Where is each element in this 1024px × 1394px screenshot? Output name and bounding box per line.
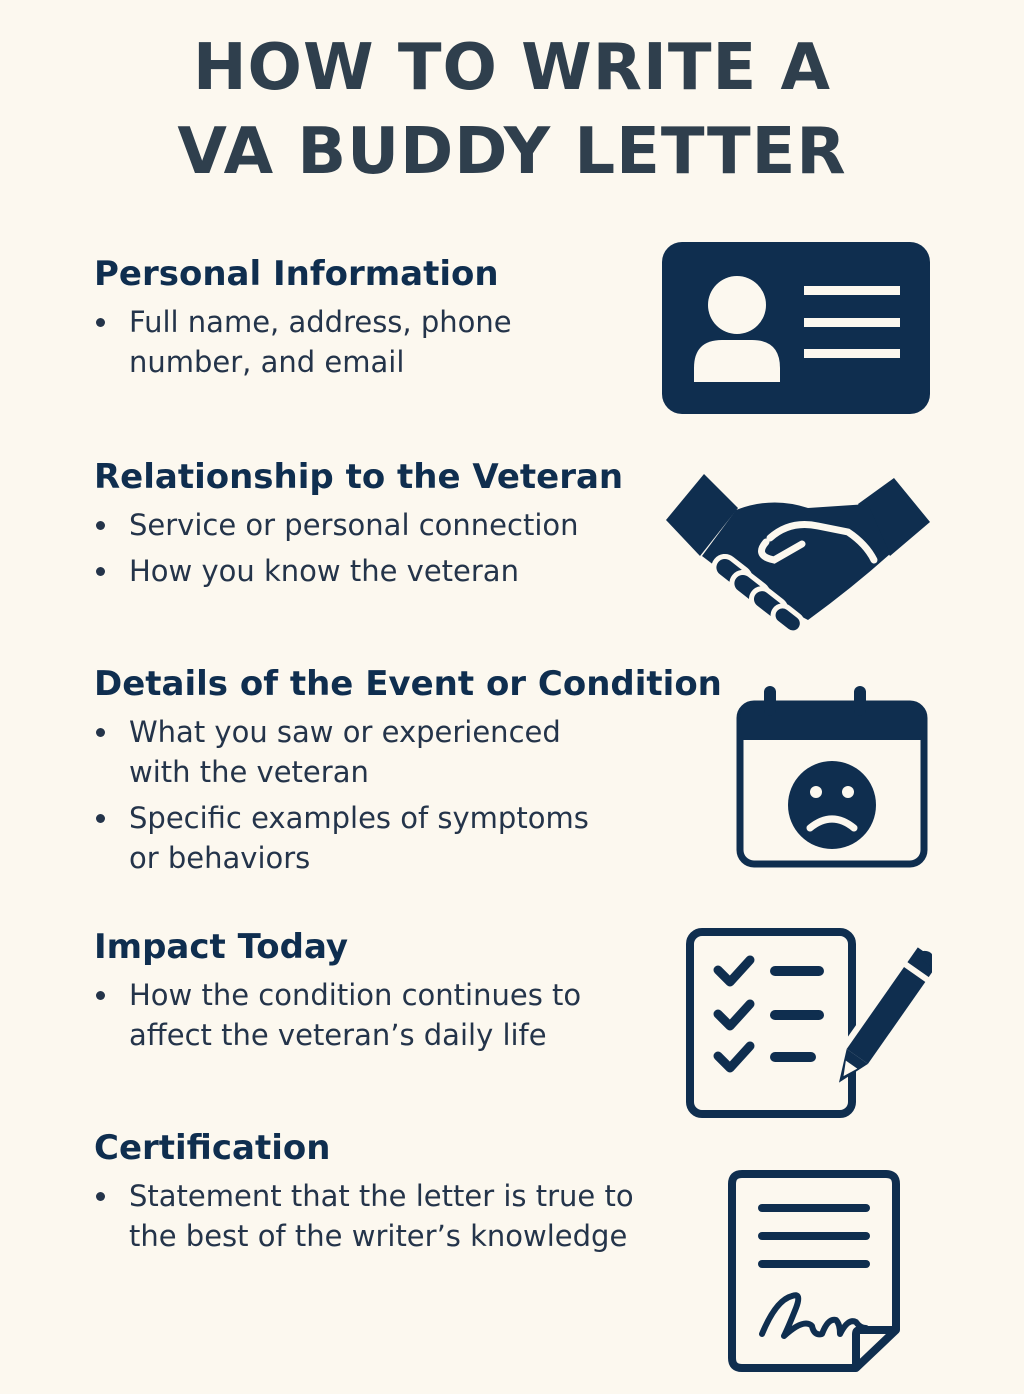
section-relationship	[94, 455, 674, 597]
bullet-list	[94, 975, 674, 1055]
bullet-item	[94, 798, 674, 878]
bullet-line: Service or personal connection	[129, 508, 579, 542]
bullet-line: What you saw or experienced	[129, 715, 561, 749]
section-heading: Impact Today	[94, 927, 349, 967]
bullet-list	[94, 712, 674, 878]
section-event-details	[94, 662, 722, 884]
bullet-item	[94, 505, 674, 545]
signed-document-icon	[726, 1168, 902, 1374]
id-card-icon	[662, 242, 930, 414]
section-heading: Relationship to the Veteran	[94, 457, 624, 497]
section-impact-today	[94, 925, 674, 1061]
bullet-item	[94, 712, 674, 792]
bullet-line: affect the veteran’s daily life	[129, 1018, 547, 1052]
bullet-line: Statement that the letter is true to	[129, 1179, 634, 1213]
bullet-line: the best of the writer’s knowledge	[129, 1219, 628, 1253]
checklist-pencil-icon	[686, 928, 932, 1120]
section-heading: Details of the Event or Condition	[94, 664, 722, 704]
bullet-list	[94, 505, 674, 591]
bullet-item	[94, 551, 674, 591]
bullet-list	[94, 1176, 674, 1256]
section-certification	[94, 1126, 674, 1262]
bullet-item	[94, 1176, 674, 1256]
bullet-item	[94, 975, 674, 1055]
bullet-line: How you know the veteran	[129, 554, 519, 588]
bullet-line: with the veteran	[129, 755, 369, 789]
page-title-line-2: VA BUDDY LETTER	[177, 115, 847, 189]
bullet-list	[94, 302, 674, 382]
bullet-line: Specific examples of symptoms	[129, 801, 589, 835]
bullet-line: Full name, address, phone	[129, 305, 512, 339]
section-personal-information	[94, 252, 674, 388]
bullet-line: How the condition continues to	[129, 978, 582, 1012]
calendar-sad-face-icon	[736, 686, 928, 868]
bullet-item	[94, 302, 674, 382]
section-heading: Certification	[94, 1128, 331, 1168]
handshake-icon	[662, 470, 934, 642]
page-title-line-1: HOW TO WRITE A	[192, 31, 832, 105]
section-heading: Personal Information	[94, 254, 499, 294]
bullet-line: or behaviors	[129, 841, 311, 875]
page-title	[0, 26, 1024, 194]
bullet-line: number, and email	[129, 345, 405, 379]
